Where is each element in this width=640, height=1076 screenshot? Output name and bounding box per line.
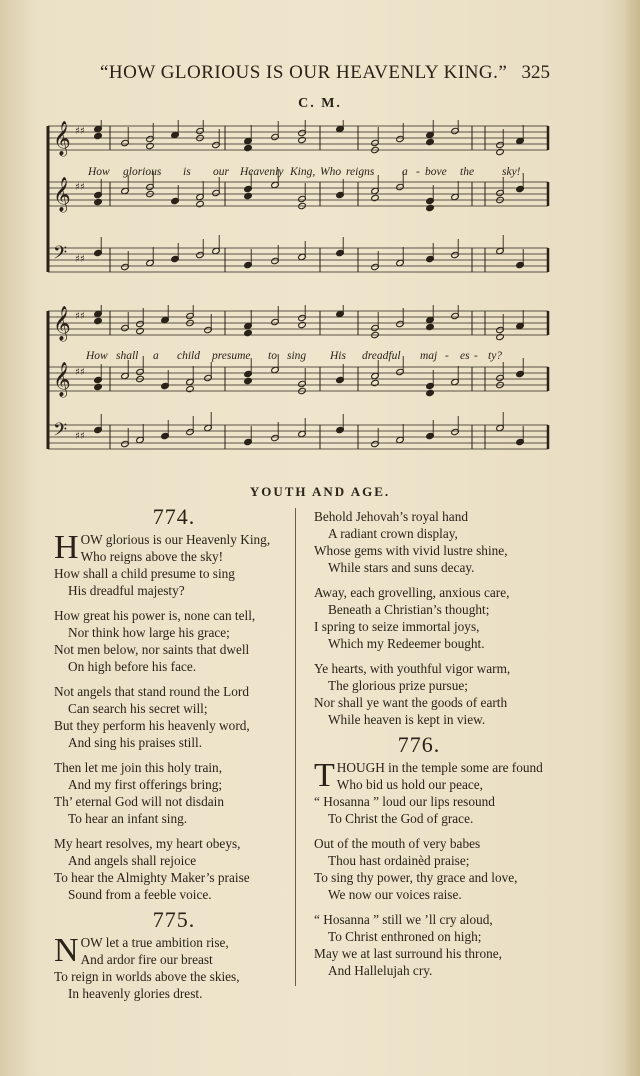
lyric-syllable: sing (287, 350, 307, 362)
hymn-line: May we at last surround his throne, (314, 946, 502, 961)
lyric-syllable: - (416, 166, 420, 178)
hymn-number-774: 774. (152, 504, 196, 529)
lyric-syllable: child (177, 350, 200, 362)
note-head (94, 198, 103, 205)
lyric-syllable: dreadful (362, 350, 401, 362)
lyric-syllable: our (213, 166, 229, 178)
hymn-line: To Christ the God of grace. (328, 811, 474, 826)
lyric-syllable: How (88, 166, 110, 178)
note-head (496, 148, 505, 155)
bass-clef-icon: 𝄢 (53, 420, 68, 445)
hymn-line: “ Hosanna ” loud our lips resound (314, 794, 495, 809)
key-signature-icon: ♯♯ (75, 126, 85, 137)
note-head (371, 194, 380, 201)
music-system-2 (40, 305, 555, 470)
music-system-1 (40, 120, 555, 290)
note-head (496, 333, 505, 340)
hymn-line: And Hallelujah cry. (328, 963, 433, 978)
lyric-syllable: King, (290, 166, 316, 178)
drop-cap: N (54, 932, 79, 969)
hymn-line: Th’ eternal God will not disdain (54, 794, 224, 809)
hymn-line: How shall a child presume to sing (54, 566, 235, 581)
hymn-775-stanza-3 (314, 584, 594, 652)
note-head (244, 377, 253, 384)
lyric-syllable: presume (212, 350, 251, 362)
hymn-775-stanza-2 (314, 508, 594, 576)
hymn-line: Who reigns above the sky! (80, 549, 224, 564)
hymn-line: Nor shall ye want the goods of earth (314, 695, 508, 710)
note-head (244, 329, 253, 336)
hymn-line: To hear the Almighty Maker’s praise (54, 870, 250, 885)
hymn-line: In heavenly glories drest. (68, 986, 203, 1001)
drop-cap: H (54, 529, 79, 566)
hymn-line: Out of the mouth of very babes (314, 836, 481, 851)
hymn-line: We now our voices raise. (328, 887, 462, 902)
hymn-774-stanza-2 (54, 607, 294, 675)
hymn-line: And angels shall rejoice (68, 853, 197, 868)
lyric-syllable: reigns (346, 166, 375, 178)
treble-clef-icon: 𝄞 (53, 121, 71, 156)
hymn-line: And ardor fire our breast (80, 952, 213, 967)
meter-label: C. M. (298, 96, 342, 111)
note-head (136, 327, 145, 334)
page-number: 325 (521, 62, 550, 83)
lyric-syllable: His (330, 350, 346, 362)
note-head (298, 321, 307, 328)
hymn-776-stanza-3 (314, 911, 594, 979)
hymn-line: Then let me join this holy train, (54, 760, 223, 775)
drop-cap: T (314, 757, 335, 794)
hymn-line: Ye hearts, with youthful vigor warm, (314, 661, 511, 676)
note-head (94, 317, 103, 324)
treble-clef-icon: 𝄞 (53, 306, 71, 341)
hymn-line: To sing thy power, thy grace and love, (314, 870, 518, 885)
note-head (244, 192, 253, 199)
running-header (60, 62, 560, 90)
section-title: YOUTH AND AGE. (249, 484, 391, 499)
hymn-line: A radiant crown display, (328, 526, 458, 541)
lyric-syllable: is (183, 166, 191, 178)
hymn-line: To hear an infant sing. (68, 811, 188, 826)
lyric-syllable: - (445, 350, 449, 362)
hymn-line: Who bid us hold our peace, (336, 777, 484, 792)
hymn-line: Whose gems with vivid lustre shine, (314, 543, 508, 558)
hymn-line: On high before his face. (68, 659, 197, 674)
hymn-line: OW let a true ambition rise, (80, 935, 229, 950)
note-head (426, 323, 435, 330)
lyric-syllable: - (474, 350, 478, 362)
key-signature-icon: ♯♯ (75, 311, 85, 322)
lyric-syllable: shall (116, 350, 139, 362)
lyric-syllable: a (153, 350, 159, 362)
hymn-line: How great his power is, none can tell, (54, 608, 256, 623)
lyric-syllable: a (402, 166, 408, 178)
hymn-line: But they perform his heavenly word, (54, 718, 250, 733)
lyric-syllable: maj (420, 350, 438, 362)
hymn-line: I spring to seize immortal joys, (314, 619, 480, 634)
note-head (196, 200, 205, 207)
note-head (426, 138, 435, 145)
column-divider (295, 508, 296, 986)
hymn-774-stanza-1 (54, 531, 294, 599)
lyric-syllable: glorious (123, 166, 162, 178)
note-head (244, 144, 253, 151)
hymn-line: OW glorious is our Heavenly King, (80, 532, 271, 547)
key-signature-icon: ♯♯ (75, 367, 85, 378)
hymn-line: Beneath a Christian’s thought; (328, 602, 490, 617)
key-signature-icon: ♯♯ (75, 254, 85, 265)
treble-clef-icon: 𝄞 (53, 177, 71, 212)
lyric-syllable: sky! (502, 166, 521, 178)
hymn-line: Not angels that stand round the Lord (54, 684, 249, 699)
hymn-line: Can search his secret will; (68, 701, 208, 716)
hymn-line: My heart resolves, my heart obeys, (54, 836, 241, 851)
lyric-syllable: Heavenly (240, 166, 284, 178)
note-head (371, 379, 380, 386)
hymn-line: To Christ enthroned on high; (328, 929, 482, 944)
hymn-line: While stars and suns decay. (328, 560, 475, 575)
note-head (186, 385, 195, 392)
hymn-line: HOUGH in the temple some are found (336, 760, 543, 775)
key-signature-icon: ♯♯ (75, 182, 85, 193)
note-head (94, 132, 103, 139)
header-title: “HOW GLORIOUS IS OUR HEAVENLY KING.” (100, 62, 508, 83)
lyric-syllable: the (460, 166, 475, 178)
hymn-775-stanza-1 (54, 934, 294, 1002)
hymn-line: “ Hosanna ” still we ’ll cry aloud, (314, 912, 493, 927)
bass-clef-icon: 𝄢 (53, 243, 68, 268)
lyric-syllable: es (460, 350, 470, 362)
note-head (146, 142, 155, 149)
note-head (298, 136, 307, 143)
hymn-774-stanza-5 (54, 835, 294, 903)
hymn-line: The glorious prize pursue; (328, 678, 468, 693)
hymn-line: Away, each grovelling, anxious care, (314, 585, 510, 600)
note-head (426, 389, 435, 396)
hymn-line: Which my Redeemer bought. (328, 636, 485, 651)
note-head (426, 204, 435, 211)
lyric-syllable: ty? (488, 350, 503, 362)
lyric-syllable: bove (425, 166, 447, 178)
hymn-number-776: 776. (397, 732, 441, 757)
hymn-line: And sing his praises still. (68, 735, 203, 750)
hymn-775-stanza-4 (314, 660, 594, 728)
right-column (314, 508, 594, 987)
page-edge (626, 0, 640, 1076)
hymn-number-775: 775. (152, 907, 196, 932)
hymn-line: His dreadful majesty? (68, 583, 185, 598)
hymn-line: Sound from a feeble voice. (68, 887, 212, 902)
lyric-syllable: to (268, 350, 277, 362)
treble-clef-icon: 𝄞 (53, 362, 71, 397)
hymn-line: Thou hast ordainèd praise; (328, 853, 470, 868)
hymn-774-stanza-3 (54, 683, 294, 751)
hymn-776-stanza-1 (314, 759, 594, 827)
hymn-line: While heaven is kept in view. (328, 712, 486, 727)
lyric-syllable: How (86, 350, 108, 362)
hymn-776-stanza-2 (314, 835, 594, 903)
hymn-774-stanza-4 (54, 759, 294, 827)
note-head (94, 383, 103, 390)
hymn-line: Nor think how large his grace; (68, 625, 230, 640)
hymn-line: Behold Jehovah’s royal hand (314, 509, 468, 524)
lyric-syllable: Who (320, 166, 342, 178)
hymn-line: And my first offerings bring; (68, 777, 223, 792)
key-signature-icon: ♯♯ (75, 431, 85, 442)
hymn-line: To reign in worlds above the skies, (54, 969, 240, 984)
hymn-line: Not men below, nor saints that dwell (54, 642, 250, 657)
left-column (54, 504, 294, 1010)
